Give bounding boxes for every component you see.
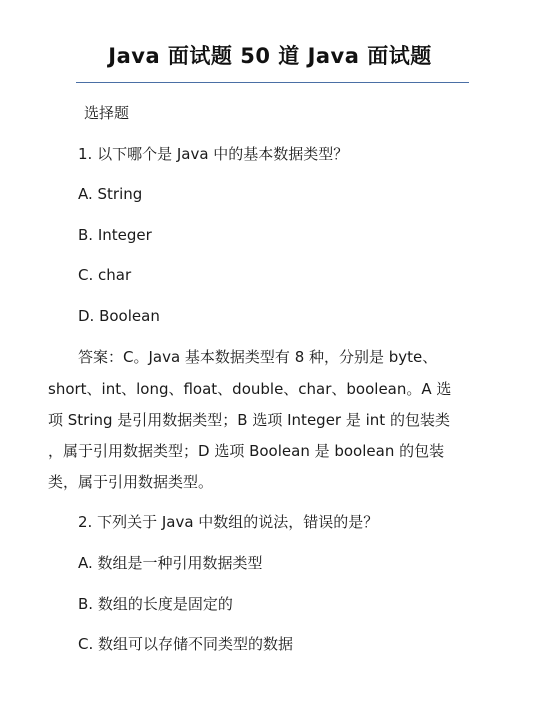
question-2: 2. 下列关于 Java 中数组的说法，错误的是？ bbox=[78, 513, 379, 531]
document-title: Java 面试题 50 道 Java 面试题 bbox=[108, 44, 432, 68]
q1-option-d: D. Boolean bbox=[78, 307, 160, 325]
q1-option-b: B. Integer bbox=[78, 226, 152, 244]
q1-answer-line-2: short、int、long、float、double、char、boolean。A 选 bbox=[48, 380, 452, 398]
q1-answer-line-3: 项 String 是引用数据类型；B 选项 Integer 是 int 的包装类 bbox=[48, 411, 450, 429]
question-1: 1. 以下哪个是 Java 中的基本数据类型？ bbox=[78, 145, 349, 163]
q1-option-c: C. char bbox=[78, 266, 132, 284]
q2-option-b: B. 数组的长度是固定的 bbox=[78, 595, 233, 613]
q2-option-a: A. 数组是一种引用数据类型 bbox=[78, 554, 263, 572]
title-divider bbox=[76, 82, 469, 83]
q1-answer-line-4: ，属于引用数据类型；D 选项 Boolean 是 boolean 的包装 bbox=[48, 442, 445, 460]
q2-option-c: C. 数组可以存储不同类型的数据 bbox=[78, 635, 294, 653]
q1-answer-line-1: 答案：C。Java 基本数据类型有 8 种，分别是 byte、 bbox=[78, 348, 438, 366]
q1-answer-line-5: 类，属于引用数据类型。 bbox=[48, 473, 214, 491]
q1-option-a: A. String bbox=[78, 185, 143, 203]
section-heading: 选择题 bbox=[84, 104, 130, 122]
